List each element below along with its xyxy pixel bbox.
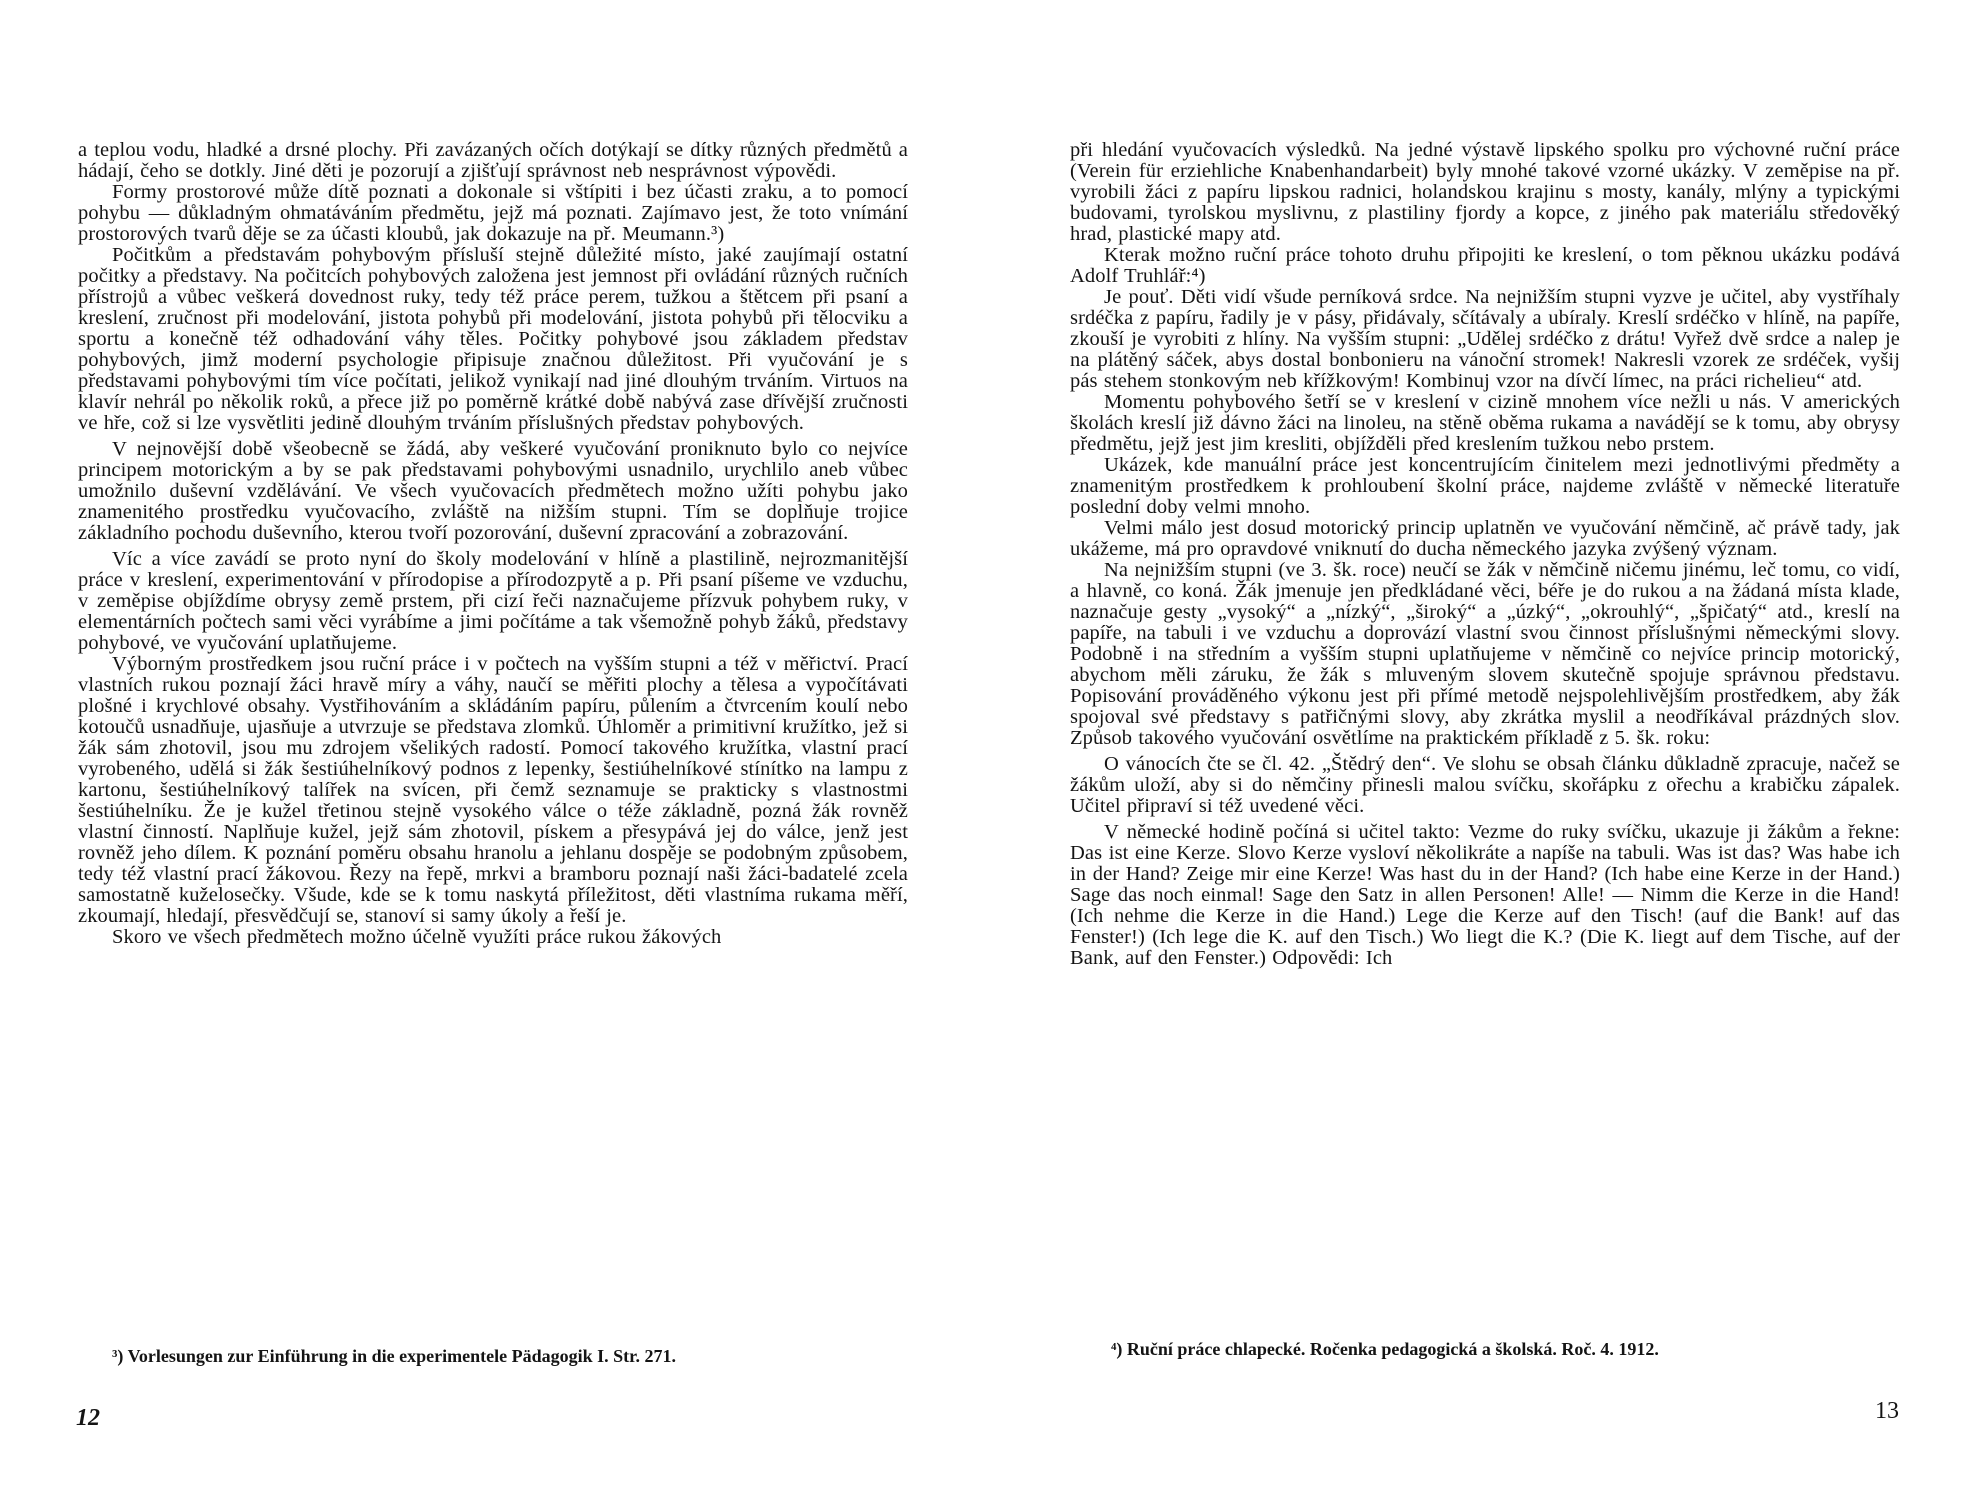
paragraph: Skoro ve všech předmětech možno účelně využíti práce rukou žákových — [112, 926, 722, 948]
left-page-text — [78, 140, 908, 948]
right-page-text — [1070, 140, 1900, 969]
paragraph: Ukázek, kde manuální práce jest koncentrujícím činitelem mezi jednotlivými předměty a znamenitým prostředkem k prohloubení školní práce, najdeme zvláště v německé literatuře poslední doby velmi mnoho. — [1070, 454, 1900, 518]
paragraph: V nejnovější době všeobecně se žádá, aby veškeré vyučování proniknuto bylo co nejvíce principem motorickým a by se pak představami pohybovými usnadnilo, urychlilo aneb vůbec umožnilo duševní vzdělávání. Ve všech vyučovacích předmětech možno užíti pohybu jako znamenitého prostředku vyučovacího, zvláště na nižším stupni. Tím se doplňuje trojice základního pochodu duševního, kterou tvoří pozorování, duševní zpracování a zobrazování. — [78, 438, 908, 544]
paragraph: V německé hodině počíná si učitel takto: Vezme do ruky svíčku, ukazuje ji žákům a řekne: Das ist eine Kerze. Slovo Kerze vysloví několikráte a napíše na tabuli. Was ist das? Was habe ich in der Hand? Zeige mir eine Kerze! Was hast du in der Hand? (Ich habe eine Kerze in der Hand.) Sage das noch einmal! Sage den Satz in allen Personen! Alle! — Nimm die Kerze in die Hand! (Ich nehme die Kerze in die Hand.) Lege die Kerze auf den Tisch! (auf die Bank! auf das Fenster!) (Ich lege die K. auf den Tisch.) Wo liegt die K.? (Die K. liegt auf dem Tische, auf der Bank, auf den Fenster.) Odpovědi: Ich — [1070, 821, 1900, 969]
paragraph: Víc a více zavádí se proto nyní do školy modelování v hlíně a plastilině, nejrozmanitější práce v kreslení, experimentování v přírodopise a přírodozpytě a p. Při psaní píšeme ve vzduchu, v zeměpise objíždíme obrysy země prstem, při cizí řeči naznačujeme přízvuk pohybem ruky, v elementárních počtech sami věci vyrábíme a jimi počítáme a tak všemožně pohyb žáků, představy pohybové, ve vyučování uplatňujeme. — [78, 548, 908, 654]
paragraph: Výborným prostředkem jsou ruční práce i v počtech na vyšším stupni a též v měřictví. Prací vlastních rukou poznají žáci hravě míry a váhy, naučí se měřiti plochy a tělesa a vypočítávati plošné i krychlové obsahy. Vystřihováním a skládáním papíru, půlením a čtvrcením koulí nebo kotoučů usnadňuje, ujasňuje a utvrzuje se představa zlomků. Úhloměr a primitivní kružítko, jež si žák sám zhotovil, jsou mu zdrojem všelikých radostí. Pomocí takového kružítka, vlastní prací vyrobeného, udělá si žák šestiúhelníkový podnos z lepenky, šestiúhelníkové stínítko na lampu z kartonu, šestiúhelníkový talířek na svícen, při čemž seznamuje se prakticky s vlastnostmi šestiúhelníku. Že je kužel třetinou stejně vysokého válce o téže základně, pozná žák rovněž vlastní činností. Naplňuje kužel, jejž sám zhotovil, pískem a přesypává jej do válce, jenž jest rovněž jeho dílem. K poznání poměru obsahu hranolu a jehlanu dospěje se podobným způsobem, tedy též vlastní prací žákovou. Řezy na řepě, mrkvi a bramboru poznají naši žáci-badatelé zcela samostatně kuželosečky. Všude, kde se k tomu naskytá příležitost, děti vlastníma rukama měří, zkoumají, hledají, přesvědčují se, stanoví si samy úkoly a řeší je. — [78, 653, 908, 927]
page-number: 12 — [76, 1405, 100, 1431]
paragraph: při hledání vyučovacích výsledků. Na jedné výstavě lipského spolku pro výchovné ruční práce (Verein für erziehliche Knabenhandarbeit) byly mnohé takové vzorné ukázky. V zeměpise na př. vyrobili žáci z papíru lipskou radnici, holandskou krajinu s mosty, kanály, mlýny a typickými budovami, tyrolskou myslivnu, z plastiliny fjordy a kopce, z jiného pak materiálu středověký hrad, plastické mapy atd. — [1070, 139, 1900, 245]
paragraph: Kterak možno ruční práce tohoto druhu připojiti ke kreslení, o tom pěknou ukázku podává Adolf Truhlář:⁴) — [1070, 244, 1900, 287]
paragraph: a teplou vodu, hladké a drsné plochy. Při zavázaných očích dotýkají se dítky různých předmětů a hádají, čeho se dotkly. Jiné děti je pozorují a zjišťují správnost neb nesprávnost výpovědi. — [78, 139, 908, 182]
paragraph: Je pouť. Děti vidí všude perníková srdce. Na nejnižším stupni vyzve je učitel, aby vystříhaly srdéčka z papíru, řadily je v pásy, přidávaly, sčítávaly a ubíraly. Kreslí srdéčko v hlíně, na papíře, zkouší je vyrobiti z hlíny. Na vyšším stupni: „Udělej srdéčko z drátu! Vyřež dvě srdce a nalep je na plátěný sáček, abys dostal bonbonieru na vánoční stromek! Nakresli vzorek ze srdéček, vyšij pás stehem stonkovým neb křížkovým! Kombinuj vzor na dívčí límec, na práci richelieu“ atd. — [1070, 286, 1900, 392]
paragraph: Na nejnižším stupni (ve 3. šk. roce) neučí se žák v němčině ničemu jinému, leč tomu, co vidí, a hlavně, co koná. Žák jmenuje jen předkládané věci, béře je do rukou a na žádaná místa klade, naznačuje gesty „vysoký“ a „nízký“, „široký“ a „úzký“, „okrouhlý“, „špičatý“ atd., kreslí na papíře, na tabuli i ve vzduchu a doprovází vlastní svou činnost příslušnými německými slovy. Podobně i na středním a vyšším stupni uplatňujeme v němčině co nejvíce princip motorický, abychom měli záruku, že žák s mluveným slovem skutečně spojuje správnou představu. Popisování prováděného výkonu jest při přímé metodě nejspolehlivějším prostředkem, aby žák spojoval své představy s patřičnými slovy, aby zkrátka myslil a neodříkával prázdných slov. Způsob takového vyučování osvětlíme na praktickém příkladě z 5. šk. roku: — [1070, 559, 1900, 749]
paragraph: Velmi málo jest dosud motorický princip uplatněn ve vyučování němčině, ač právě tady, jak ukážeme, má pro opravdové vniknutí do ducha německého jazyka zvýšený význam. — [1070, 517, 1900, 560]
paragraph: Momentu pohybového šetří se v kreslení v cizině mnohem více nežli u nás. V amerických školách kreslí již dávno žáci na linoleu, na stěně oběma rukama a navádějí se k tomu, aby obrysy předmětu, jejž jest jim kresliti, objížděli před kreslením tužkou nebo prstem. — [1070, 391, 1900, 455]
footnote: ⁴) Ruční práce chlapecké. Ročenka pedagogická a školská. Roč. 4. 1912. — [1111, 1339, 1659, 1359]
paragraph: Počitkům a představám pohybovým přísluší stejně důležité místo, jaké zaujímají ostatní počitky a představy. Na počitcích pohybových založena jest jemnost při ovládání různých ručních přístrojů a vůbec veškerá dovednost ruky, tedy též práce perem, tužkou a štětcem při psaní a kreslení, zručnost při modelování, jistota pohybů při modelování, jistota pohybů při tělocviku a sportu a konečně též odhadování váhy těles. Počitky pohybové jsou základem představ pohybových, jimž moderní psychologie připisuje značnou důležitost. Při vyučování je s představami pohybovými tím více počítati, jelikož vynikají nad jiné dlouhým trváním. Virtuos na klavír nehrál po několik roků, a přece již po poměrně krátké době nabývá zase dřívější zručnosti ve hře, což si lze vysvětliti jedině dlouhým trváním příslušných představ pohybových. — [78, 244, 908, 434]
paragraph: O vánocích čte se čl. 42. „Štědrý den“. Ve slohu se obsah článku důkladně zpracuje, načež se žákům uloží, aby si do němčiny přinesli malou svíčku, skořápku z ořechu a krabičku zápalek. Učitel připraví si též uvedené věci. — [1070, 753, 1900, 817]
footnote: ³) Vorlesungen zur Einführung in die experimentele Pädagogik I. Str. 271. — [112, 1346, 676, 1366]
page-number: 13 — [1875, 1398, 1899, 1424]
right-page — [985, 0, 1970, 1500]
paragraph: Formy prostorové může dítě poznati a dokonale si vštípiti i bez účasti zraku, a to pomocí pohybu — důkladným ohmatáváním předmětu, jejž má poznati. Zajímavo jest, že toto vnímání prostorových tvarů děje se za účasti kloubů, jak dokazuje na př. Meumann.³) — [78, 181, 908, 245]
